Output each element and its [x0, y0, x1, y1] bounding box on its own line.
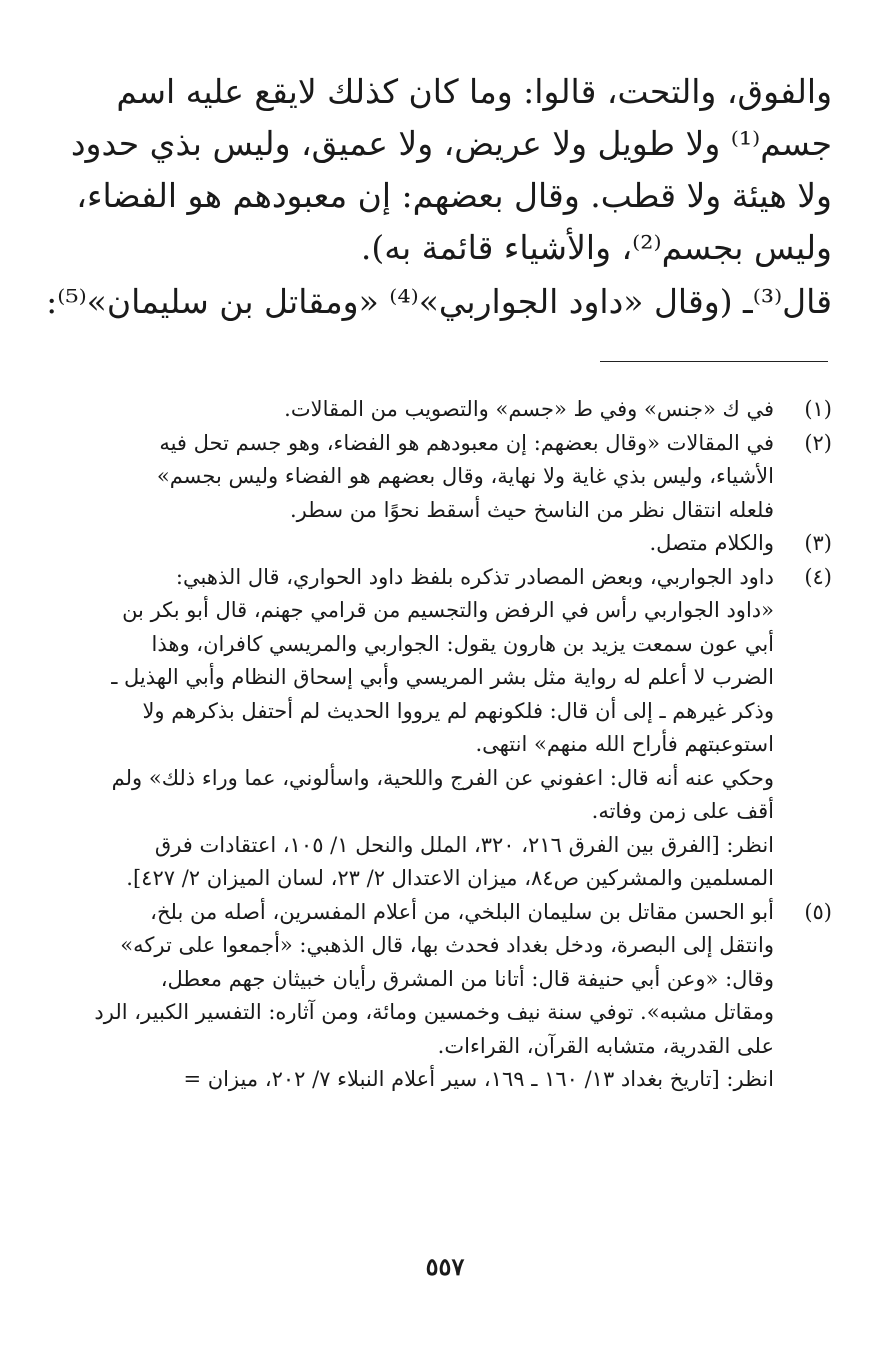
footnote-line: ومقاتل مشبه». توفي سنة نيف وخمسين ومائة، ومن آثاره: التفسير الكبير، الرد	[94, 1000, 774, 1024]
footnote-line: وقال: «وعن أبي حنيفة قال: أتانا من المشرق رأيان خبيثان جهم معطل،	[160, 966, 774, 991]
footnote-line: في ك «جنس» وفي ط «جسم» والتصويب من المقالات.	[284, 397, 774, 421]
footnote-number: (٣)	[804, 531, 832, 555]
footnote-line: انظر: [تاريخ بغداد ١٣/ ١٦٠ ـ ١٦٩، سير أعلام النبلاء ٧/ ٢٠٢، ميزان =	[183, 1067, 774, 1091]
main-text-line: جسم⁽¹⁾ ولا طويل ولا عريض، ولا عميق، وليس بذي حدود	[70, 124, 832, 163]
footnote-separator	[600, 361, 828, 362]
footnote-line: الأشياء، وليس بذي غاية ولا نهاية، وقال بعضهم هو الفضاء وليس بجسم»	[156, 464, 774, 488]
footnote-number: (٤)	[804, 564, 832, 589]
footnote-line: أقف على زمن وفاته.	[591, 799, 774, 823]
footnote	[111, 561, 832, 896]
footnote	[94, 896, 832, 1097]
footnote-line: فلعله انتقال نظر من الناسخ حيث أسقط نحوًا من سطر.	[289, 497, 774, 522]
footnote-body	[160, 527, 774, 561]
main-text	[46, 66, 832, 328]
footnote-number: (١)	[804, 397, 832, 421]
footnote-body	[157, 427, 774, 528]
footnote	[160, 527, 832, 561]
footnote-line: على القدرية، متشابه القرآن، القراءات.	[437, 1033, 774, 1058]
main-text-line: والفوق، والتحت، قالوا: وما كان كذلك لايقع عليه اسم	[116, 72, 832, 111]
footnote	[156, 427, 832, 528]
footnote-body	[111, 561, 774, 896]
footnote-line: وحكي عنه أنه قال: اعفوني عن الفرج واللحية، واسألوني، عما وراء ذلك» ولم	[111, 765, 774, 790]
footnote-line: وانتقل إلى البصرة، ودخل بغداد فحدث بها، قال الذهبي: «أجمعوا على تركه»	[120, 933, 774, 957]
footnote-line: استوعبتهم فأراح الله منهم» انتهى.	[475, 732, 774, 756]
footnote-number: (٥)	[804, 899, 832, 924]
footnote-line: داود الجواربي، وبعض المصادر تذكره بلفظ داود الحواري، قال الذهبي:	[175, 564, 774, 589]
footnote-body	[94, 896, 774, 1097]
footnote-line: أبي عون سمعت يزيد بن هارون يقول: الجواربي والمريسي كافران، وهذا	[151, 631, 774, 656]
footnote-line: الضرب لا أعلم له رواية مثل بشر المريسي وأبي إسحاق النظام وأبي الهذيل ـ	[111, 665, 774, 689]
footnote	[160, 393, 832, 427]
main-text-line: وليس بجسم⁽²⁾، والأشياء قائمة به).	[360, 228, 832, 267]
page-number: ٥٥٧	[425, 1252, 465, 1281]
footnote-line: «داود الجواربي رأس في الرفض والتجسيم من قرامي جهنم، قال أبو بكر بن	[122, 598, 774, 622]
footnote-line: المسلمين والمشركين ص٨٤، ميزان الاعتدال ٢/ ٢٣، لسان الميزان ٢/ ٤٢٧].	[126, 866, 774, 890]
footnote-line: وذكر غيرهم ـ إلى أن قال: فلكونهم لم يرووا الحديث لم أحتفل بذكرهم ولا	[142, 698, 774, 723]
main-text-line: قال⁽³⁾ـ (وقال «داود الجواربي»⁽⁴⁾ «ومقاتل بن سليمان»⁽⁵⁾:	[46, 282, 832, 321]
footnote-line: في المقالات «وقال بعضهم: إن معبودهم هو الفضاء، وهو جسم تحل فيه	[159, 430, 774, 455]
footnote-number: (٢)	[804, 430, 832, 455]
footnote-line: والكلام متصل.	[649, 531, 774, 555]
main-text-line: ولا هيئة ولا قطب. وقال بعضهم: إن معبودهم هو الفضاء،	[76, 176, 832, 215]
footnote-body	[160, 393, 774, 427]
footnote-line: انظر: [الفرق بين الفرق ٢١٦، ٣٢٠، الملل والنحل ١/ ١٠٥، اعتقادات فرق	[154, 832, 774, 857]
footnotes	[94, 393, 832, 1097]
footnote-line: أبو الحسن مقاتل بن سليمان البلخي، من أعلام المفسرين، أصله من بلخ،	[150, 899, 774, 924]
